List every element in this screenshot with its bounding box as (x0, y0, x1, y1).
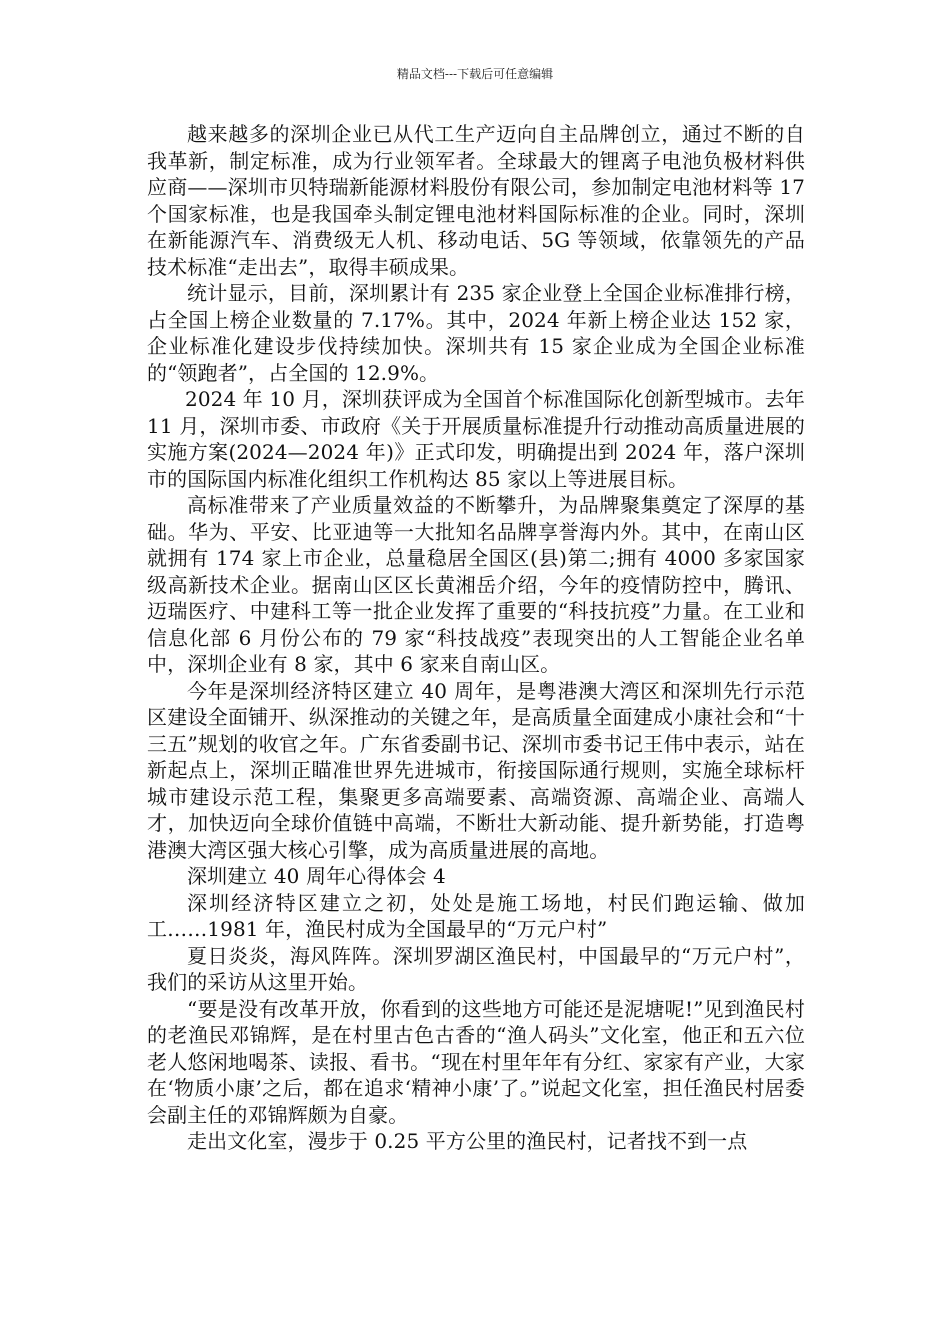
paragraph: 夏日炎炎，海风阵阵。深圳罗湖区渔民村，中国最早的“万元户村”，我们的采访从这里开始。 (147, 943, 805, 994)
document-body (147, 121, 805, 1155)
paragraph: 今年是深圳经济特区建立 40 周年，是粤港澳大湾区和深圳先行示范区建设全面铺开、纵深推动的关键之年，是高质量全面建成小康社会和“十三五”规划的收官之年。广东省委副书记、深圳市委书记王伟中表示，站在新起点上，深圳正瞄准世界先进城市，衔接国际通行规则，实施全球标杆城市建设示范工程，集聚更多高端要素、高端资源、高端企业、高端人才，加快迈向全球价值链中高端，不断壮大新动能、提升新势能，打造粤港澳大湾区强大核心引擎，成为高质量进展的高地。 (147, 678, 805, 862)
paragraph: 越来越多的深圳企业已从代工生产迈向自主品牌创立，通过不断的自我革新，制定标准，成为行业领军者。全球最大的锂离子电池负极材料供应商——深圳市贝特瑞新能源材料股份有限公司，参加制定电池材料等 17 个国家标准，也是我国牵头制定锂电池材料国际标准的企业。同时，深圳在新能源汽车、消费级无人机、移动电话、5G 等领域，依靠领先的产品技术标准“走出去”，取得丰硕成果。 (147, 122, 805, 279)
paragraph: 深圳经济特区建立之初，处处是施工场地，村民们跑运输、做加工……1981 年，渔民村成为全国最早的“万元户村” (147, 890, 805, 941)
paragraph: 2024 年 10 月，深圳获评成为全国首个标准国际化创新型城市。去年 11 月，深圳市委、市政府《关于开展质量标准提升行动推动高质量进展的实施方案(2024—2024 年)》正式印发，明确提出到 2024 年，落户深圳市的国际国内标准化组织工作机构达 85 家以上等进展目标。 (147, 387, 805, 491)
page-header: 精品文档---下载后可任意编辑 (396, 67, 554, 81)
paragraph: 统计显示，目前，深圳累计有 235 家企业登上全国企业标准排行榜，占全国上榜企业数量的 7.17%。其中，2024 年新上榜企业达 152 家，企业标准化建设步伐持续加快。深圳共有 15 家企业成为全国企业标准的“领跑者”，占全国的 12.9%。 (147, 281, 805, 385)
paragraph: “要是没有改革开放，你看到的这些地方可能还是泥塘呢!”见到渔民村的老渔民邓锦辉，是在村里古色古香的“渔人码头”文化室，他正和五六位老人悠闲地喝茶、读报、看书。“现在村里年年有分红、家家有产业，大家在‘物质小康’之后，都在追求‘精神小康’了。”说起文化室，担任渔民村居委会副主任的邓锦辉颇为自豪。 (147, 996, 805, 1127)
section-heading: 深圳建立 40 周年心得体会 4 (187, 864, 446, 888)
paragraph: 高标准带来了产业质量效益的不断攀升，为品牌聚集奠定了深厚的基础。华为、平安、比亚迪等一大批知名品牌享誉海内外。其中，在南山区就拥有 174 家上市企业，总量稳居全国区(县)第二;拥有 4000 多家国家级高新技术企业。据南山区区长黄湘岳介绍，今年的疫情防控中，腾讯、迈瑞医疗、中建科工等一批企业发挥了重要的“科技抗疫”力量。在工业和信息化部 6 月份公布的 79 家“科技战疫”表现突出的人工智能企业名单中，深圳企业有 8 家，其中 6 家来自南山区。 (147, 493, 805, 676)
paragraph: 走出文化室，漫步于 0.25 平方公里的渔民村，记者找不到一点 (187, 1129, 748, 1153)
